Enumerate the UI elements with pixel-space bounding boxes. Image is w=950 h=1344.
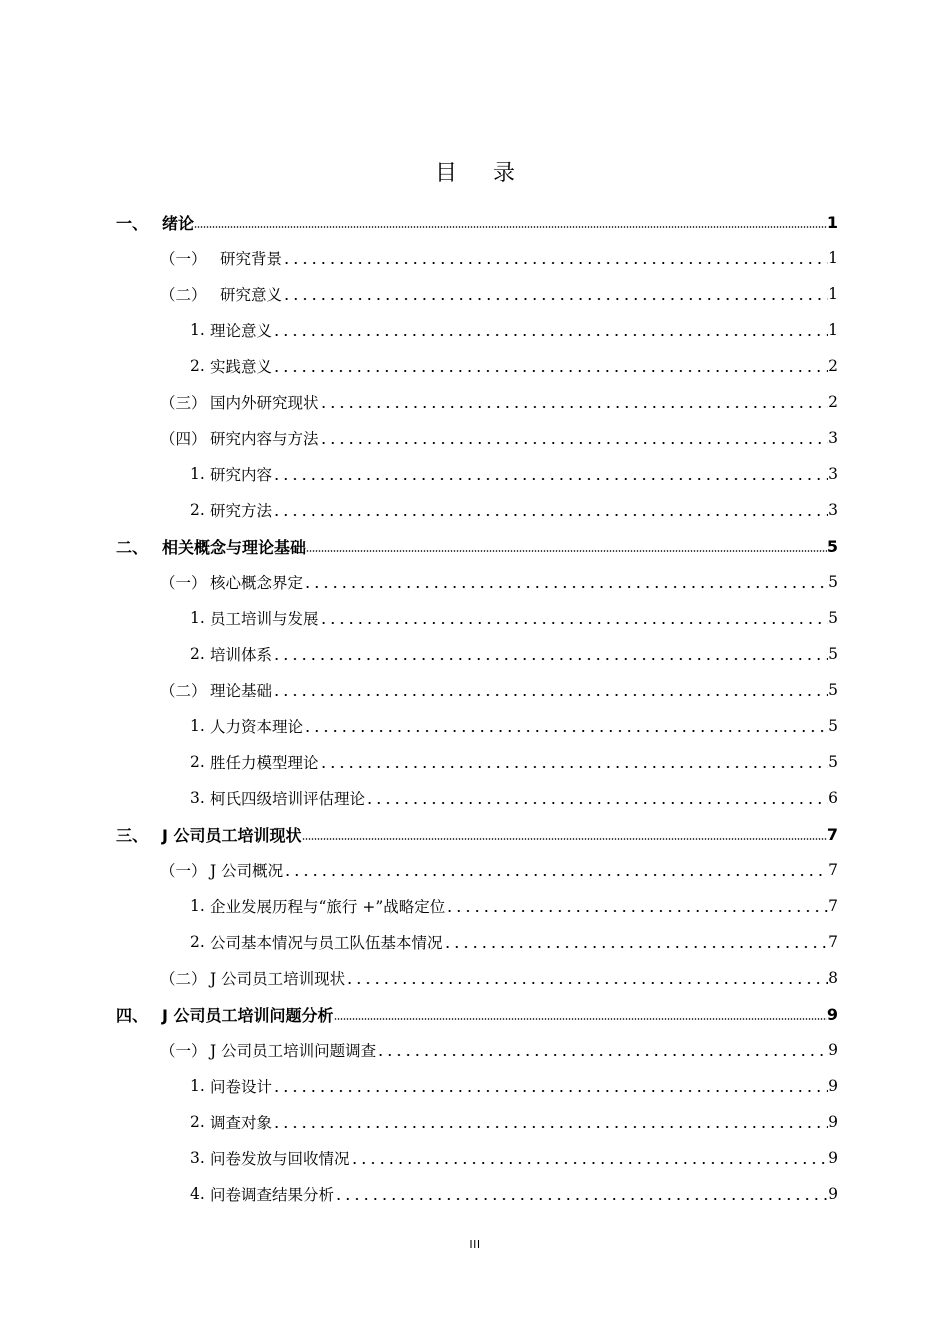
toc-row xyxy=(0,1032,950,1068)
toc-entry-level-3[interactable] xyxy=(190,456,838,492)
toc-row xyxy=(0,888,950,924)
toc-title-right: 录 xyxy=(493,161,516,186)
toc-row xyxy=(0,816,950,852)
toc-entry-level-2[interactable] xyxy=(160,240,838,276)
toc-entry-number: （四） xyxy=(160,430,207,448)
toc-entry-level-2[interactable] xyxy=(160,1032,838,1068)
toc-entry-number: （一） xyxy=(160,574,207,592)
toc-row xyxy=(0,348,950,384)
toc-entry-page-number: 5 xyxy=(828,717,838,735)
toc-dot-leader xyxy=(272,320,828,340)
toc-entry-page-number: 1 xyxy=(828,321,838,339)
toc-title xyxy=(0,156,950,187)
toc-entry-title: 公司基本情况与员工队伍基本情况 xyxy=(210,934,443,952)
toc-dot-leader xyxy=(376,1040,828,1060)
page-footer-number: III xyxy=(469,1238,481,1251)
toc-entry-page-number: 2 xyxy=(828,393,838,411)
toc-dot-leader xyxy=(345,968,828,988)
toc-entry-title: 研究意义 xyxy=(220,286,283,304)
toc-entry-level-3[interactable] xyxy=(190,1176,838,1212)
toc-entry-page-number: 3 xyxy=(828,429,838,447)
toc-dot-leader xyxy=(306,536,827,556)
toc-row xyxy=(0,312,950,348)
toc-entry-title: 理论意义 xyxy=(210,322,273,340)
toc-row xyxy=(0,960,950,996)
toc-entry-level-2[interactable] xyxy=(160,672,838,708)
toc-entry-title: 问卷设计 xyxy=(210,1078,273,1096)
toc-entry-number: 四、 xyxy=(116,1005,149,1025)
toc-entry-page-number: 1 xyxy=(826,212,838,232)
toc-entry-number: （二） xyxy=(160,970,207,988)
toc-dot-leader xyxy=(272,644,828,664)
toc-entry-number: 1. xyxy=(190,717,205,735)
toc-dot-leader xyxy=(365,788,828,808)
toc-dot-leader xyxy=(194,212,827,232)
toc-entry-level-3[interactable] xyxy=(190,888,838,924)
toc-dot-leader xyxy=(272,356,828,376)
toc-entry-page-number: 5 xyxy=(828,645,838,663)
toc-dot-leader xyxy=(350,1148,828,1168)
toc-dot-leader xyxy=(302,824,827,844)
toc-entry-page-number: 9 xyxy=(828,1041,838,1059)
toc-row xyxy=(0,744,950,780)
toc-entry-number: 3. xyxy=(190,789,205,807)
toc-row xyxy=(0,1176,950,1212)
toc-entry-title: 企业发展历程与“旅行 +”战略定位 xyxy=(210,898,446,916)
toc-entry-number: 3. xyxy=(190,1149,205,1167)
toc-dot-leader xyxy=(334,1004,827,1024)
toc-entry-title: J 公司员工培训问题分析 xyxy=(162,1005,334,1025)
toc-entry-title: 绪论 xyxy=(162,213,195,233)
toc-entry-page-number: 1 xyxy=(828,249,838,267)
toc-entry-level-3[interactable] xyxy=(190,312,838,348)
toc-entry-number: 2. xyxy=(190,645,205,663)
toc-dot-leader xyxy=(443,932,828,952)
toc-entry-page-number: 9 xyxy=(828,1185,838,1203)
toc-entry-title: 研究背景 xyxy=(220,250,283,268)
toc-title-left: 目 xyxy=(434,161,457,186)
toc-entry-page-number: 6 xyxy=(828,789,838,807)
toc-row xyxy=(0,456,950,492)
toc-entry-level-3[interactable] xyxy=(190,636,838,672)
toc-entry-page-number: 2 xyxy=(828,357,838,375)
toc-entry-title: 国内外研究现状 xyxy=(210,394,319,412)
toc-entry-page-number: 9 xyxy=(828,1113,838,1131)
toc-entry-page-number: 7 xyxy=(828,897,838,915)
toc-dot-leader xyxy=(334,1184,828,1204)
toc-entry-page-number: 7 xyxy=(826,824,838,844)
toc-row xyxy=(0,1104,950,1140)
toc-entry-page-number: 5 xyxy=(828,681,838,699)
toc-dot-leader xyxy=(272,500,828,520)
toc-entry-number: （一） xyxy=(160,1042,207,1060)
toc-entry-number: 2. xyxy=(190,1113,205,1131)
toc-entry-level-3[interactable] xyxy=(190,348,838,384)
toc-entry-page-number: 9 xyxy=(828,1149,838,1167)
toc-entry-number: 1. xyxy=(190,465,205,483)
toc-entry-title: 研究内容 xyxy=(210,466,273,484)
toc-entry-title: 问卷调查结果分析 xyxy=(210,1186,335,1204)
toc-entry-level-2[interactable] xyxy=(160,564,838,600)
toc-entry-title: J 公司概况 xyxy=(210,862,284,880)
toc-entry-level-3[interactable] xyxy=(190,924,838,960)
toc-entry-number: （一） xyxy=(160,862,207,880)
toc-entry-level-3[interactable] xyxy=(190,600,838,636)
toc-entry-title: 实践意义 xyxy=(210,358,273,376)
toc-dot-leader xyxy=(319,608,828,628)
toc-entry-title: 研究内容与方法 xyxy=(210,430,319,448)
toc-entry-number: 三、 xyxy=(116,825,149,845)
toc-row xyxy=(0,996,950,1032)
toc-entry-level-3[interactable] xyxy=(190,492,838,528)
toc-entry-number: （三） xyxy=(160,394,207,412)
toc-entry-title: 理论基础 xyxy=(210,682,273,700)
toc-entry-title: J 公司员工培训问题调查 xyxy=(210,1042,377,1060)
toc-entry-level-1[interactable] xyxy=(116,528,838,564)
toc-entry-title: 核心概念界定 xyxy=(210,574,304,592)
toc-dot-leader xyxy=(272,1076,828,1096)
toc-row xyxy=(0,924,950,960)
toc-entry-level-2[interactable] xyxy=(160,384,838,420)
toc-entry-level-2[interactable] xyxy=(160,852,838,888)
toc-row xyxy=(0,528,950,564)
toc-entry-level-3[interactable] xyxy=(190,708,838,744)
toc-entry-number: 2. xyxy=(190,357,205,375)
toc-entry-page-number: 3 xyxy=(828,465,838,483)
toc-row xyxy=(0,852,950,888)
toc-row xyxy=(0,1068,950,1104)
toc-entry-level-1[interactable] xyxy=(116,816,838,852)
toc-entry-page-number: 9 xyxy=(826,1004,838,1024)
toc-row xyxy=(0,240,950,276)
toc-entry-number: 2. xyxy=(190,933,205,951)
toc-entry-title: J 公司员工培训现状 xyxy=(162,825,302,845)
toc-entry-level-3[interactable] xyxy=(190,744,838,780)
toc-row xyxy=(0,672,950,708)
toc-entry-level-3[interactable] xyxy=(190,1104,838,1140)
toc-entry-page-number: 3 xyxy=(828,501,838,519)
toc-entry-page-number: 7 xyxy=(828,933,838,951)
toc-dot-leader xyxy=(319,392,828,412)
toc-entry-title: 相关概念与理论基础 xyxy=(162,537,307,557)
toc-entry-page-number: 5 xyxy=(828,753,838,771)
toc-dot-leader xyxy=(283,860,828,880)
toc-dot-leader xyxy=(272,464,828,484)
toc-row xyxy=(0,204,950,240)
toc-entry-page-number: 9 xyxy=(828,1077,838,1095)
toc-entry-title: 研究方法 xyxy=(210,502,273,520)
toc-entry-title: 胜任力模型理论 xyxy=(210,754,319,772)
toc-entry-number: 1. xyxy=(190,321,205,339)
toc-entry-number: 二、 xyxy=(116,537,149,557)
toc-row xyxy=(0,780,950,816)
toc-dot-leader xyxy=(272,1112,828,1132)
toc-entry-number: （一） xyxy=(160,250,207,268)
toc-row xyxy=(0,636,950,672)
toc-entry-number: 2. xyxy=(190,501,205,519)
toc-dot-leader xyxy=(319,752,828,772)
toc-entry-number: 一、 xyxy=(116,213,149,233)
toc-entry-number: 4. xyxy=(190,1185,205,1203)
toc-dot-leader xyxy=(272,680,828,700)
toc-dot-leader xyxy=(319,428,828,448)
toc-entry-title: 员工培训与发展 xyxy=(210,610,319,628)
toc-row xyxy=(0,420,950,456)
toc-entry-title: 人力资本理论 xyxy=(210,718,304,736)
toc-dot-leader xyxy=(303,572,828,592)
toc-entry-level-2[interactable] xyxy=(160,276,838,312)
toc-row xyxy=(0,1140,950,1176)
toc-entry-level-1[interactable] xyxy=(116,204,838,240)
toc-dot-leader xyxy=(282,248,828,268)
toc-entry-title: 培训体系 xyxy=(210,646,273,664)
toc-entry-number: （二） xyxy=(160,286,207,304)
toc-entry-title: 问卷发放与回收情况 xyxy=(210,1150,350,1168)
toc-row xyxy=(0,600,950,636)
toc-entry-number: 1. xyxy=(190,897,205,915)
toc-dot-leader xyxy=(445,896,828,916)
toc-entry-level-2[interactable] xyxy=(160,960,838,996)
toc-entry-level-3[interactable] xyxy=(190,780,838,816)
toc-dot-leader xyxy=(303,716,828,736)
toc-entry-page-number: 5 xyxy=(828,609,838,627)
toc-entry-page-number: 5 xyxy=(826,536,838,556)
toc-entry-page-number: 8 xyxy=(828,969,838,987)
toc-row xyxy=(0,708,950,744)
toc-entry-number: 2. xyxy=(190,753,205,771)
toc-row xyxy=(0,384,950,420)
toc-entry-title: J 公司员工培训现状 xyxy=(210,970,346,988)
toc-entry-number: 1. xyxy=(190,1077,205,1095)
toc-entry-level-1[interactable] xyxy=(116,996,838,1032)
toc-entry-number: （二） xyxy=(160,682,207,700)
toc-row xyxy=(0,492,950,528)
toc-entry-page-number: 1 xyxy=(828,285,838,303)
toc-row xyxy=(0,276,950,312)
toc-row xyxy=(0,564,950,600)
toc-entry-page-number: 7 xyxy=(828,861,838,879)
toc-entry-number: 1. xyxy=(190,609,205,627)
toc-entry-level-3[interactable] xyxy=(190,1140,838,1176)
toc-dot-leader xyxy=(282,284,828,304)
toc-entry-title: 调查对象 xyxy=(210,1114,273,1132)
toc-entry-page-number: 5 xyxy=(828,573,838,591)
toc-entry-level-3[interactable] xyxy=(190,1068,838,1104)
toc-entry-level-2[interactable] xyxy=(160,420,838,456)
toc-entry-title: 柯氏四级培训评估理论 xyxy=(210,790,366,808)
